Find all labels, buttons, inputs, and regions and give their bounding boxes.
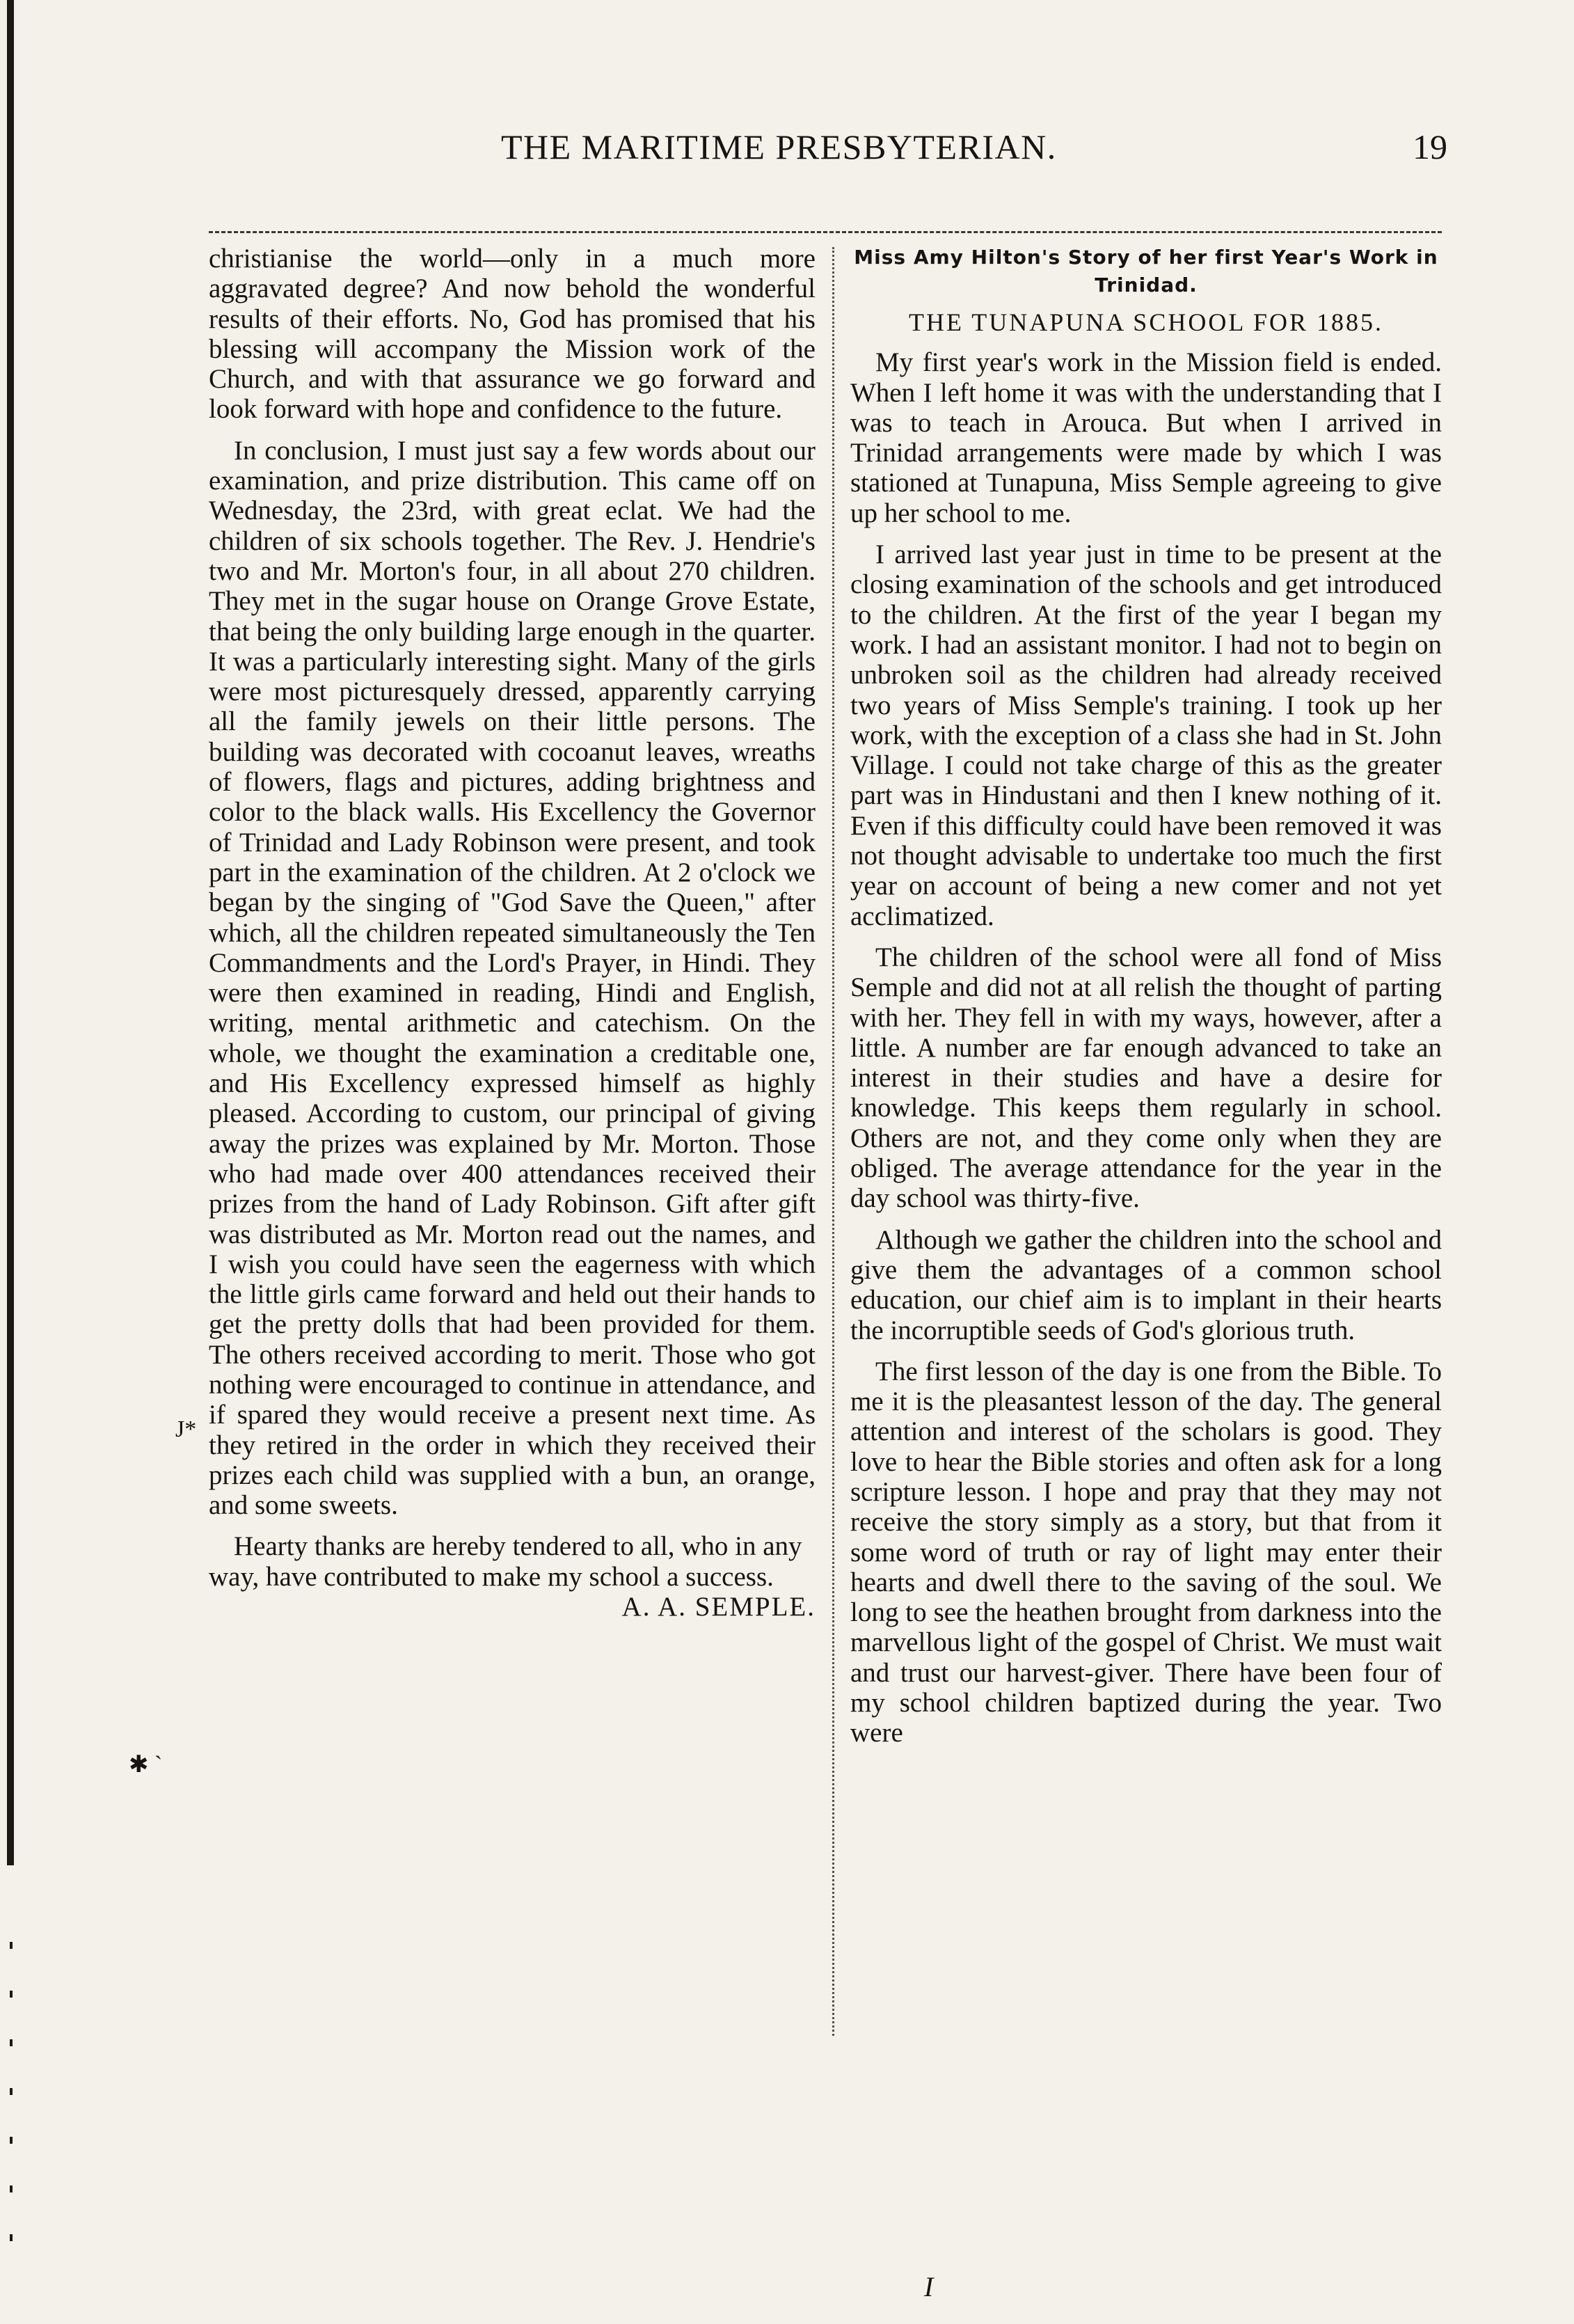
right-paragraph-3: The children of the school were all fond of Miss Semple and did not at all relish the thought of parting with her. They fell in with my ways, however, after a little. A number are far enough advanced to take an interest in their studies and have a desire for knowledge. This keeps them regularly in school. Others are not, and they come only when they are obliged. The average attendance for the year in the day school was thirty-five. — [850, 942, 1442, 1214]
right-column — [850, 244, 1442, 1748]
page-edge-dots — [10, 1942, 13, 2248]
left-column — [209, 244, 816, 1622]
running-head — [181, 127, 1447, 175]
signature: A. A. SEMPLE. — [621, 1592, 816, 1622]
left-paragraph-1: christianise the world—only in a much more aggravated degree? And now behold the wonderful results of their efforts. No, God has promised that his blessing will accompany the Mission work of the Church, and with that assurance we go forward and look forward with hope and confidence to the future. — [209, 244, 816, 425]
right-paragraph-4: Although we gather the children into the school and give them the advantages of a common school education, our chief aim is to implant in their hearts the incorruptible seeds of God's glorious truth. — [850, 1224, 1442, 1345]
left-paragraph-2: In conclusion, I must just say a few words about our examination, and prize distribution. This came off on Wednesday, the 23rd, with great eclat. We had the children of six schools together. The Rev. J. Hendrie's two and Mr. Morton's four, in all about 270 children. They met in the sugar house on Orange Grove Estate, that being the only building large enough in the quarter. It was a particularly interesting sight. Many of the girls were most picturesquely dressed, apparently carrying all the family jewels on their little persons. The building was decorated with cocoanut leaves, wreaths of flowers, flags and pictures, adding brightness and color to the black walls. His Excellency the Governor of Trinidad and Lady Robinson were present, and took part in the examination of the children. At 2 o'clock we began by the singing of "God Save the Queen," after which, all the children repeated simultaneously the Ten Commandments and the Lord's Prayer, in Hindi. They were then examined in reading, Hindi and English, writing, mental arithmetic and catechism. On the whole, we thought the examination a creditable one, and His Excellency expressed himself as highly pleased. According to custom, our principal of giving away the prizes was explained by Mr. Morton. Those who had made over 400 attendances received their prizes from the hand of Lady Robinson. Gift after gift was distributed as Mr. Morton read out the names, and I wish you could have seen the eagerness with which the little girls came forward and held out their hands to get the pretty dolls that had been provided for them. The others received according to merit. Those who got nothing were encouraged to continue in attendance, and if spared they would receive a present next time. As they retired in the order in which they received their prizes each child was supplied with a bun, an orange, and some sweets. — [209, 435, 816, 1521]
right-paragraph-1: My first year's work in the Mission field is ended. When I left home it was with the understanding that I was to teach in Arouca. But when I arrived in Trinidad arrangements were made by which I was stationed at Tunapuna, Miss Semple agreeing to give up her school to me. — [850, 347, 1442, 528]
column-divider — [832, 247, 834, 2036]
closing-text: Hearty thanks are hereby tendered to all, who in any way, have contributed to make my school a success. — [209, 1531, 802, 1592]
closing-paragraph — [209, 1531, 816, 1622]
article-subtitle: THE TUNAPUNA SCHOOL FOR 1885. — [908, 308, 1384, 336]
footer-mark: I — [924, 2271, 934, 2302]
running-title: THE MARITIME PRESBYTERIAN. — [501, 127, 1057, 166]
header-rule — [209, 231, 1442, 233]
margin-mark-top: J* — [175, 1416, 197, 1442]
article-title: Miss Amy Hilton's Story of her first Year's Work in Trinidad. — [854, 246, 1438, 297]
right-paragraph-5: The first lesson of the day is one from the Bible. To me it is the pleasantest lesson of the day. The general attention and interest of the scholars is good. They love to hear the Bible stories and often ask for a long scripture lesson. I hope and pray that they may not receive the story simply as a story, but that from it some word of truth or ray of light may enter their hearts and dwell there to the saving of the soul. We long to see the heathen brought from darkness into the marvellous light of the gospel of Christ. We must wait and trust our harvest-giver. There have been four of my school children baptized during the year. Two were — [850, 1356, 1442, 1748]
page-number: 19 — [1413, 127, 1447, 166]
page-edge-rule — [7, 0, 14, 1865]
right-paragraph-2: I arrived last year just in time to be present at the closing examination of the schools and get introduced to the children. At the first of the year I began my work. I had an assistant monitor. I had not to begin on unbroken soil as the children had already received two years of Miss Semple's training. I took up her work, with the exception of a class she had in St. John Village. I could not take charge of this as the greater part was in Hindustani and then I knew nothing of it. Even if this difficulty could have been removed it was not thought advisable to undertake too much the first year on account of being a new comer and not yet acclimatized. — [850, 539, 1442, 931]
margin-mark-bottom: ✱ ` — [129, 1752, 163, 1778]
